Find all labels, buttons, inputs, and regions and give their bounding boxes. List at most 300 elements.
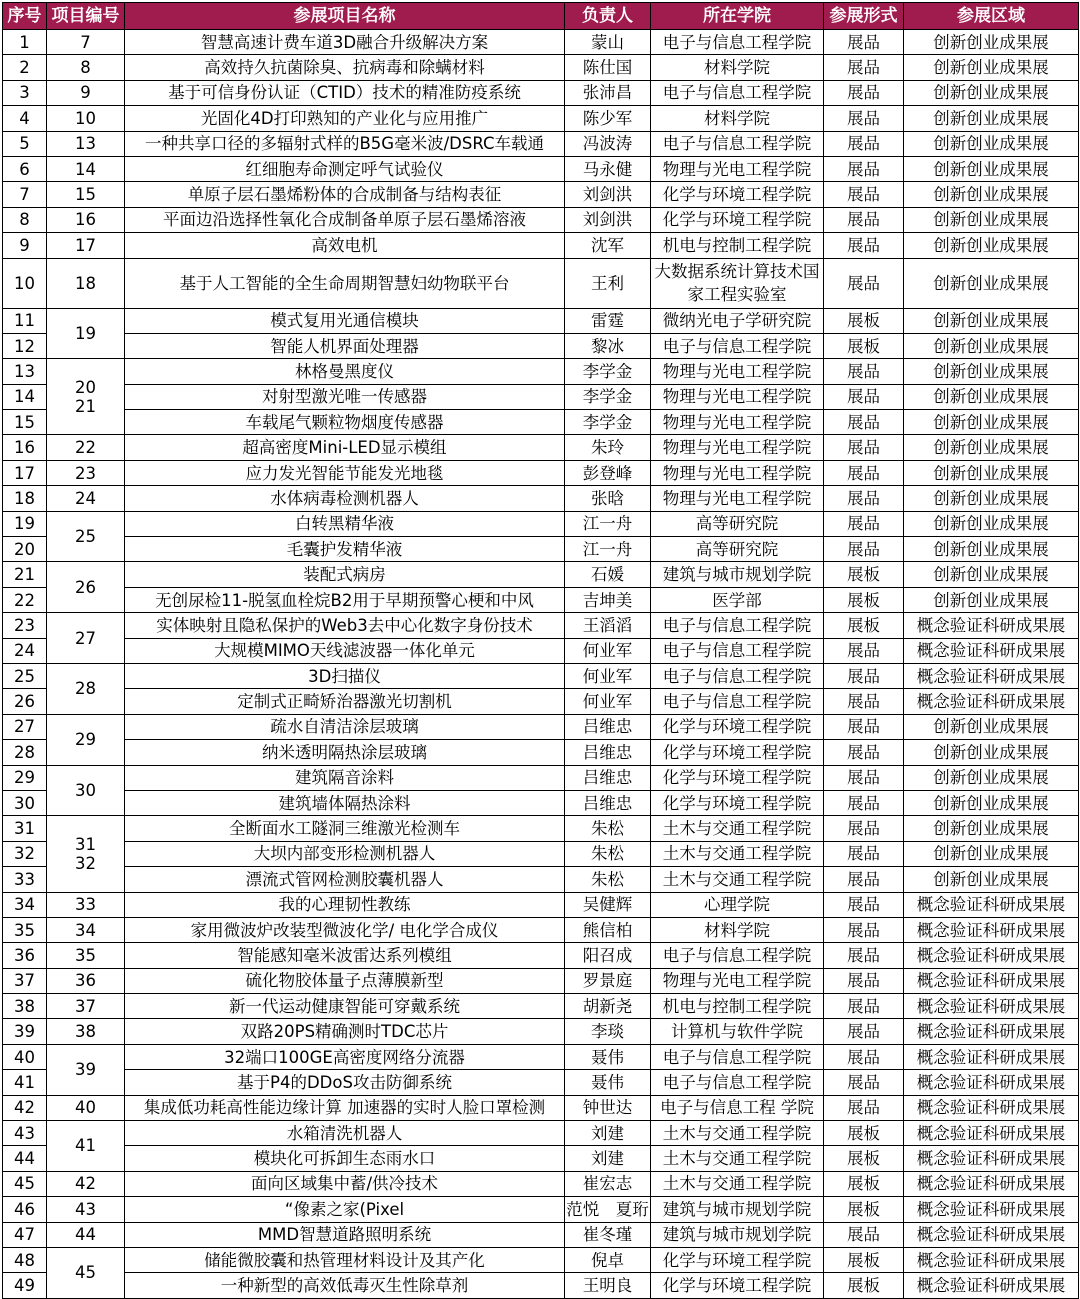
cell-project-name: 单原子层石墨烯粉体的合成制备与结构表征 [125,182,565,207]
cell-format: 展品 [824,80,904,105]
cell-project-name: 32端口100GE高密度网络分流器 [125,1044,565,1069]
cell-lead: 陈仕国 [565,55,651,80]
cell-index: 38 [3,994,47,1019]
cell-area: 创新创业成果展 [904,182,1079,207]
cell-college: 化学与环境工程学院 [651,714,824,739]
cell-lead: 胡新尧 [565,994,651,1019]
cell-format: 展板 [824,587,904,612]
table-row [3,537,1079,562]
table-row [3,1070,1079,1095]
cell-college: 土木与交通工程学院 [651,1146,824,1171]
cell-index: 14 [3,384,47,409]
cell-area: 创新创业成果展 [904,765,1079,790]
table-row [3,994,1079,1019]
cell-lead: 钟世达 [565,1095,651,1120]
cell-project-name: 基于可信身份认证（CTID）技术的精准防疫系统 [125,80,565,105]
cell-format: 展品 [824,537,904,562]
cell-project-name: 定制式正畸矫治器激光切割机 [125,689,565,714]
cell-format: 展品 [824,207,904,232]
cell-area: 概念验证科研成果展 [904,1146,1079,1171]
cell-index: 32 [3,841,47,866]
cell-index: 35 [3,917,47,942]
cell-college: 土木与交通工程学院 [651,867,824,892]
cell-project-name: 模式复用光通信模块 [125,308,565,333]
cell-project-id: 10 [47,106,125,131]
cell-area: 创新创业成果展 [904,740,1079,765]
cell-college: 电子与信息工程学院 [651,613,824,638]
header-lead: 负责人 [565,3,651,30]
cell-lead: 吉坤美 [565,587,651,612]
cell-college: 机电与控制工程学院 [651,233,824,258]
cell-project-name: “像素之家(Pixel [125,1197,565,1222]
cell-project-id: 28 [47,663,125,714]
cell-project-name: 模块化可拆卸生态雨水口 [125,1146,565,1171]
cell-lead: 吕维忠 [565,740,651,765]
cell-lead: 阳召成 [565,943,651,968]
cell-lead: 张晗 [565,486,651,511]
cell-index: 49 [3,1273,47,1298]
table-row [3,1019,1079,1044]
cell-format: 展品 [824,156,904,181]
cell-format: 展品 [824,410,904,435]
cell-college: 电子与信息工程学院 [651,1070,824,1095]
cell-index: 12 [3,333,47,358]
cell-project-name: 一种新型的高效低毒灭生性除草剂 [125,1273,565,1298]
cell-college: 计算机与软件学院 [651,1019,824,1044]
table-row [3,1197,1079,1222]
cell-lead: 范悦 夏珩 [565,1197,651,1222]
cell-format: 展品 [824,968,904,993]
cell-format: 展品 [824,233,904,258]
cell-format: 展品 [824,740,904,765]
cell-lead: 朱松 [565,816,651,841]
cell-format: 展板 [824,1121,904,1146]
cell-project-name: 疏水自清洁涂层玻璃 [125,714,565,739]
cell-format: 展品 [824,714,904,739]
cell-index: 28 [3,740,47,765]
cell-area: 创新创业成果展 [904,410,1079,435]
cell-lead: 崔冬瑾 [565,1222,651,1247]
cell-format: 展品 [824,917,904,942]
cell-lead: 江一舟 [565,537,651,562]
header-index: 序号 [3,3,47,30]
table-row [3,511,1079,536]
cell-college: 建筑与城市规划学院 [651,1197,824,1222]
cell-lead: 何业军 [565,663,651,688]
table-row [3,943,1079,968]
cell-project-id: 15 [47,182,125,207]
cell-area: 概念验证科研成果展 [904,994,1079,1019]
cell-lead: 朱松 [565,841,651,866]
cell-lead: 吕维忠 [565,765,651,790]
cell-project-id: 29 [47,714,125,765]
table-row [3,182,1079,207]
table-row [3,638,1079,663]
cell-project-name: 装配式病房 [125,562,565,587]
cell-project-name: 大规模MIMO天线滤波器一体化单元 [125,638,565,663]
cell-project-name: 对射型激光唯一传感器 [125,384,565,409]
table-row [3,1044,1079,1069]
cell-lead: 刘剑洪 [565,207,651,232]
cell-lead: 刘建 [565,1146,651,1171]
cell-college: 心理学院 [651,892,824,917]
cell-index: 15 [3,410,47,435]
cell-lead: 刘剑洪 [565,182,651,207]
cell-project-name: 我的心理韧性教练 [125,892,565,917]
cell-project-name: 高效持久抗菌除臭、抗病毒和除螨材料 [125,55,565,80]
cell-format: 展品 [824,486,904,511]
cell-college: 物理与光电工程学院 [651,156,824,181]
cell-lead: 李学金 [565,384,651,409]
cell-index: 4 [3,106,47,131]
table-row [3,258,1079,308]
cell-index: 42 [3,1095,47,1120]
cell-project-id: 43 [47,1197,125,1222]
cell-project-id: 45 [47,1247,125,1298]
cell-area: 概念验证科研成果展 [904,1044,1079,1069]
cell-area: 创新创业成果展 [904,359,1079,384]
cell-format: 展品 [824,663,904,688]
cell-format: 展板 [824,1197,904,1222]
cell-college: 材料学院 [651,55,824,80]
cell-area: 概念验证科研成果展 [904,1019,1079,1044]
cell-index: 36 [3,943,47,968]
cell-project-id: 44 [47,1222,125,1247]
header-format: 参展形式 [824,3,904,30]
cell-project-name: 智能人机界面处理器 [125,333,565,358]
cell-project-id: 33 [47,892,125,917]
cell-area: 概念验证科研成果展 [904,1197,1079,1222]
cell-college: 电子与信息工程学院 [651,80,824,105]
cell-index: 11 [3,308,47,333]
cell-index: 21 [3,562,47,587]
table-row [3,892,1079,917]
cell-format: 展品 [824,841,904,866]
cell-index: 33 [3,867,47,892]
cell-project-id: 14 [47,156,125,181]
cell-format: 展品 [824,816,904,841]
cell-area: 概念验证科研成果展 [904,1247,1079,1272]
table-row [3,131,1079,156]
cell-lead: 何业军 [565,638,651,663]
cell-college: 化学与环境工程学院 [651,740,824,765]
cell-area: 创新创业成果展 [904,30,1079,55]
cell-index: 46 [3,1197,47,1222]
cell-college: 建筑与城市规划学院 [651,562,824,587]
cell-index: 22 [3,587,47,612]
cell-lead: 蒙山 [565,30,651,55]
cell-project-name: 大坝内部变形检测机器人 [125,841,565,866]
cell-college: 物理与光电工程学院 [651,460,824,485]
cell-area: 创新创业成果展 [904,80,1079,105]
table-row [3,1222,1079,1247]
cell-format: 展品 [824,892,904,917]
cell-lead: 彭登峰 [565,460,651,485]
cell-college: 材料学院 [651,106,824,131]
cell-project-name: 基于P4的DDoS攻击防御系统 [125,1070,565,1095]
cell-format: 展板 [824,1273,904,1298]
cell-index: 48 [3,1247,47,1272]
cell-index: 5 [3,131,47,156]
cell-project-name: 建筑隔音涂料 [125,765,565,790]
cell-index: 6 [3,156,47,181]
cell-area: 创新创业成果展 [904,333,1079,358]
table-row [3,1146,1079,1171]
cell-index: 26 [3,689,47,714]
cell-college: 物理与光电工程学院 [651,435,824,460]
cell-lead: 黎冰 [565,333,651,358]
table-row [3,460,1079,485]
cell-index: 39 [3,1019,47,1044]
cell-index: 20 [3,537,47,562]
cell-project-id: 18 [47,258,125,308]
table-row [3,1171,1079,1196]
cell-format: 展板 [824,562,904,587]
cell-format: 展板 [824,1146,904,1171]
cell-index: 13 [3,359,47,384]
cell-lead: 李学金 [565,410,651,435]
cell-lead: 朱玲 [565,435,651,460]
cell-project-id: 42 [47,1171,125,1196]
cell-area: 概念验证科研成果展 [904,943,1079,968]
cell-index: 24 [3,638,47,663]
header-area: 参展区域 [904,3,1079,30]
cell-area: 概念验证科研成果展 [904,663,1079,688]
cell-lead: 李琰 [565,1019,651,1044]
cell-area: 创新创业成果展 [904,233,1079,258]
cell-project-name: 林格曼黑度仪 [125,359,565,384]
cell-project-name: 集成低功耗高性能边缘计算 加速器的实时人脸口罩检测 [125,1095,565,1120]
cell-project-name: 建筑墙体隔热涂料 [125,790,565,815]
cell-lead: 雷霆 [565,308,651,333]
cell-project-id: 17 [47,233,125,258]
table-row [3,435,1079,460]
cell-project-id: 23 [47,460,125,485]
table-row [3,156,1079,181]
cell-area: 概念验证科研成果展 [904,1121,1079,1146]
cell-project-id: 41 [47,1121,125,1172]
table-row [3,384,1079,409]
cell-college: 大数据系统计算技术国家工程实验室 [651,258,824,308]
cell-format: 展品 [824,258,904,308]
cell-format: 展品 [824,460,904,485]
cell-project-name: 一种共享口径的多辐射式样的B5G毫米波/DSRC车载通 [125,131,565,156]
cell-lead: 石媛 [565,562,651,587]
cell-format: 展品 [824,30,904,55]
table-row [3,867,1079,892]
cell-project-id: 26 [47,562,125,613]
cell-college: 土木与交通工程学院 [651,841,824,866]
cell-project-id: 25 [47,511,125,562]
header-project-name: 参展项目名称 [125,3,565,30]
cell-project-id: 7 [47,30,125,55]
cell-project-name: 储能微胶囊和热管理材料设计及其产化 [125,1247,565,1272]
cell-area: 概念验证科研成果展 [904,1070,1079,1095]
cell-index: 29 [3,765,47,790]
cell-project-name: 硫化物胶体量子点薄膜新型 [125,968,565,993]
cell-lead: 江一舟 [565,511,651,536]
cell-project-name: 光固化4D打印熟知的产业化与应用推广 [125,106,565,131]
cell-project-name: 白转黑精华液 [125,511,565,536]
cell-index: 31 [3,816,47,841]
cell-college: 电子与信息工程 学院 [651,1095,824,1120]
cell-college: 电子与信息工程学院 [651,1044,824,1069]
table-row [3,30,1079,55]
cell-index: 7 [3,182,47,207]
table-row [3,689,1079,714]
cell-index: 27 [3,714,47,739]
cell-lead: 王滔滔 [565,613,651,638]
cell-project-name: 智能感知毫米波雷达系列模组 [125,943,565,968]
cell-area: 创新创业成果展 [904,308,1079,333]
cell-college: 电子与信息工程学院 [651,663,824,688]
cell-area: 概念验证科研成果展 [904,689,1079,714]
table-row [3,841,1079,866]
cell-project-name: 应力发光智能节能发光地毯 [125,460,565,485]
table-row [3,816,1079,841]
cell-format: 展品 [824,1095,904,1120]
cell-format: 展品 [824,1222,904,1247]
table-row [3,233,1079,258]
table-row [3,765,1079,790]
cell-project-name: 无创尿检11-脱氢血栓烷B2用于早期预警心梗和中风 [125,587,565,612]
cell-project-id: 37 [47,994,125,1019]
cell-college: 电子与信息工程学院 [651,30,824,55]
cell-index: 43 [3,1121,47,1146]
cell-college: 电子与信息工程学院 [651,943,824,968]
cell-lead: 马永健 [565,156,651,181]
cell-index: 9 [3,233,47,258]
cell-project-id: 36 [47,968,125,993]
cell-college: 土木与交通工程学院 [651,1171,824,1196]
header-project-id: 项目编号 [47,3,125,30]
cell-project-name: 3D扫描仪 [125,663,565,688]
cell-college: 建筑与城市规划学院 [651,1222,824,1247]
cell-lead: 崔宏志 [565,1171,651,1196]
cell-format: 展品 [824,1019,904,1044]
cell-college: 微纳光电子学研究院 [651,308,824,333]
table-row [3,80,1079,105]
cell-area: 创新创业成果展 [904,587,1079,612]
cell-college: 电子与信息工程学院 [651,689,824,714]
cell-format: 展品 [824,55,904,80]
cell-area: 概念验证科研成果展 [904,1273,1079,1298]
cell-index: 16 [3,435,47,460]
cell-format: 展品 [824,1070,904,1095]
cell-project-name: 超高密度Mini-LED显示模组 [125,435,565,460]
cell-area: 概念验证科研成果展 [904,1095,1079,1120]
table-row [3,1247,1079,1272]
cell-area: 创新创业成果展 [904,207,1079,232]
cell-project-id: 27 [47,613,125,664]
cell-college: 化学与环境工程学院 [651,765,824,790]
cell-college: 高等研究院 [651,511,824,536]
cell-index: 23 [3,613,47,638]
cell-project-id: 8 [47,55,125,80]
cell-index: 47 [3,1222,47,1247]
cell-area: 概念验证科研成果展 [904,1222,1079,1247]
cell-project-name: 平面边沿选择性氧化合成制备单原子层石墨烯溶液 [125,207,565,232]
cell-project-name: 家用微波炉改装型微波化学/ 电化学合成仪 [125,917,565,942]
table-row [3,714,1079,739]
cell-project-id: 34 [47,917,125,942]
cell-area: 创新创业成果展 [904,867,1079,892]
cell-index: 1 [3,30,47,55]
cell-college: 化学与环境工程学院 [651,790,824,815]
table-row [3,207,1079,232]
cell-lead: 冯波涛 [565,131,651,156]
cell-project-id: 16 [47,207,125,232]
cell-lead: 刘建 [565,1121,651,1146]
cell-college: 高等研究院 [651,537,824,562]
cell-project-name: 车载尾气颗粒物烟度传感器 [125,410,565,435]
cell-lead: 聂伟 [565,1044,651,1069]
cell-lead: 朱松 [565,867,651,892]
cell-lead: 沈军 [565,233,651,258]
table-row [3,1121,1079,1146]
cell-format: 展品 [824,867,904,892]
cell-college: 物理与光电工程学院 [651,968,824,993]
cell-project-name: 面向区域集中蓄/供冷技术 [125,1171,565,1196]
cell-college: 电子与信息工程学院 [651,638,824,663]
table-row [3,410,1079,435]
cell-format: 展板 [824,333,904,358]
table-row [3,740,1079,765]
table-row [3,663,1079,688]
cell-area: 创新创业成果展 [904,258,1079,308]
cell-area: 概念验证科研成果展 [904,1171,1079,1196]
cell-lead: 吕维忠 [565,714,651,739]
table-row [3,917,1079,942]
cell-index: 10 [3,258,47,308]
table-header-row [3,3,1079,30]
cell-project-id: 22 [47,435,125,460]
cell-college: 土木与交通工程学院 [651,816,824,841]
cell-index: 37 [3,968,47,993]
cell-format: 展板 [824,308,904,333]
cell-project-id: 39 [47,1044,125,1095]
cell-project-id: 35 [47,943,125,968]
cell-area: 创新创业成果展 [904,511,1079,536]
cell-project-name: 基于人工智能的全生命周期智慧妇幼物联平台 [125,258,565,308]
cell-college: 机电与控制工程学院 [651,994,824,1019]
cell-college: 电子与信息工程学院 [651,131,824,156]
cell-college: 化学与环境工程学院 [651,182,824,207]
table-row [3,1273,1079,1298]
cell-format: 展品 [824,994,904,1019]
table-body [3,30,1079,1299]
cell-area: 创新创业成果展 [904,714,1079,739]
cell-project-name: 漂流式管网检测胶囊机器人 [125,867,565,892]
cell-project-id: 40 [47,1095,125,1120]
cell-college: 化学与环境工程学院 [651,207,824,232]
cell-lead: 何业军 [565,689,651,714]
cell-area: 概念验证科研成果展 [904,638,1079,663]
cell-area: 创新创业成果展 [904,486,1079,511]
cell-college: 医学部 [651,587,824,612]
cell-project-id: 24 [47,486,125,511]
cell-format: 展品 [824,943,904,968]
cell-college: 物理与光电工程学院 [651,486,824,511]
cell-format: 展品 [824,638,904,663]
cell-lead: 陈少军 [565,106,651,131]
cell-project-id: 19 [47,308,125,359]
cell-project-name: 实体映射且隐私保护的Web3去中心化数字身份技术 [125,613,565,638]
cell-lead: 王明良 [565,1273,651,1298]
cell-project-id: 38 [47,1019,125,1044]
cell-college: 物理与光电工程学院 [651,410,824,435]
cell-index: 19 [3,511,47,536]
